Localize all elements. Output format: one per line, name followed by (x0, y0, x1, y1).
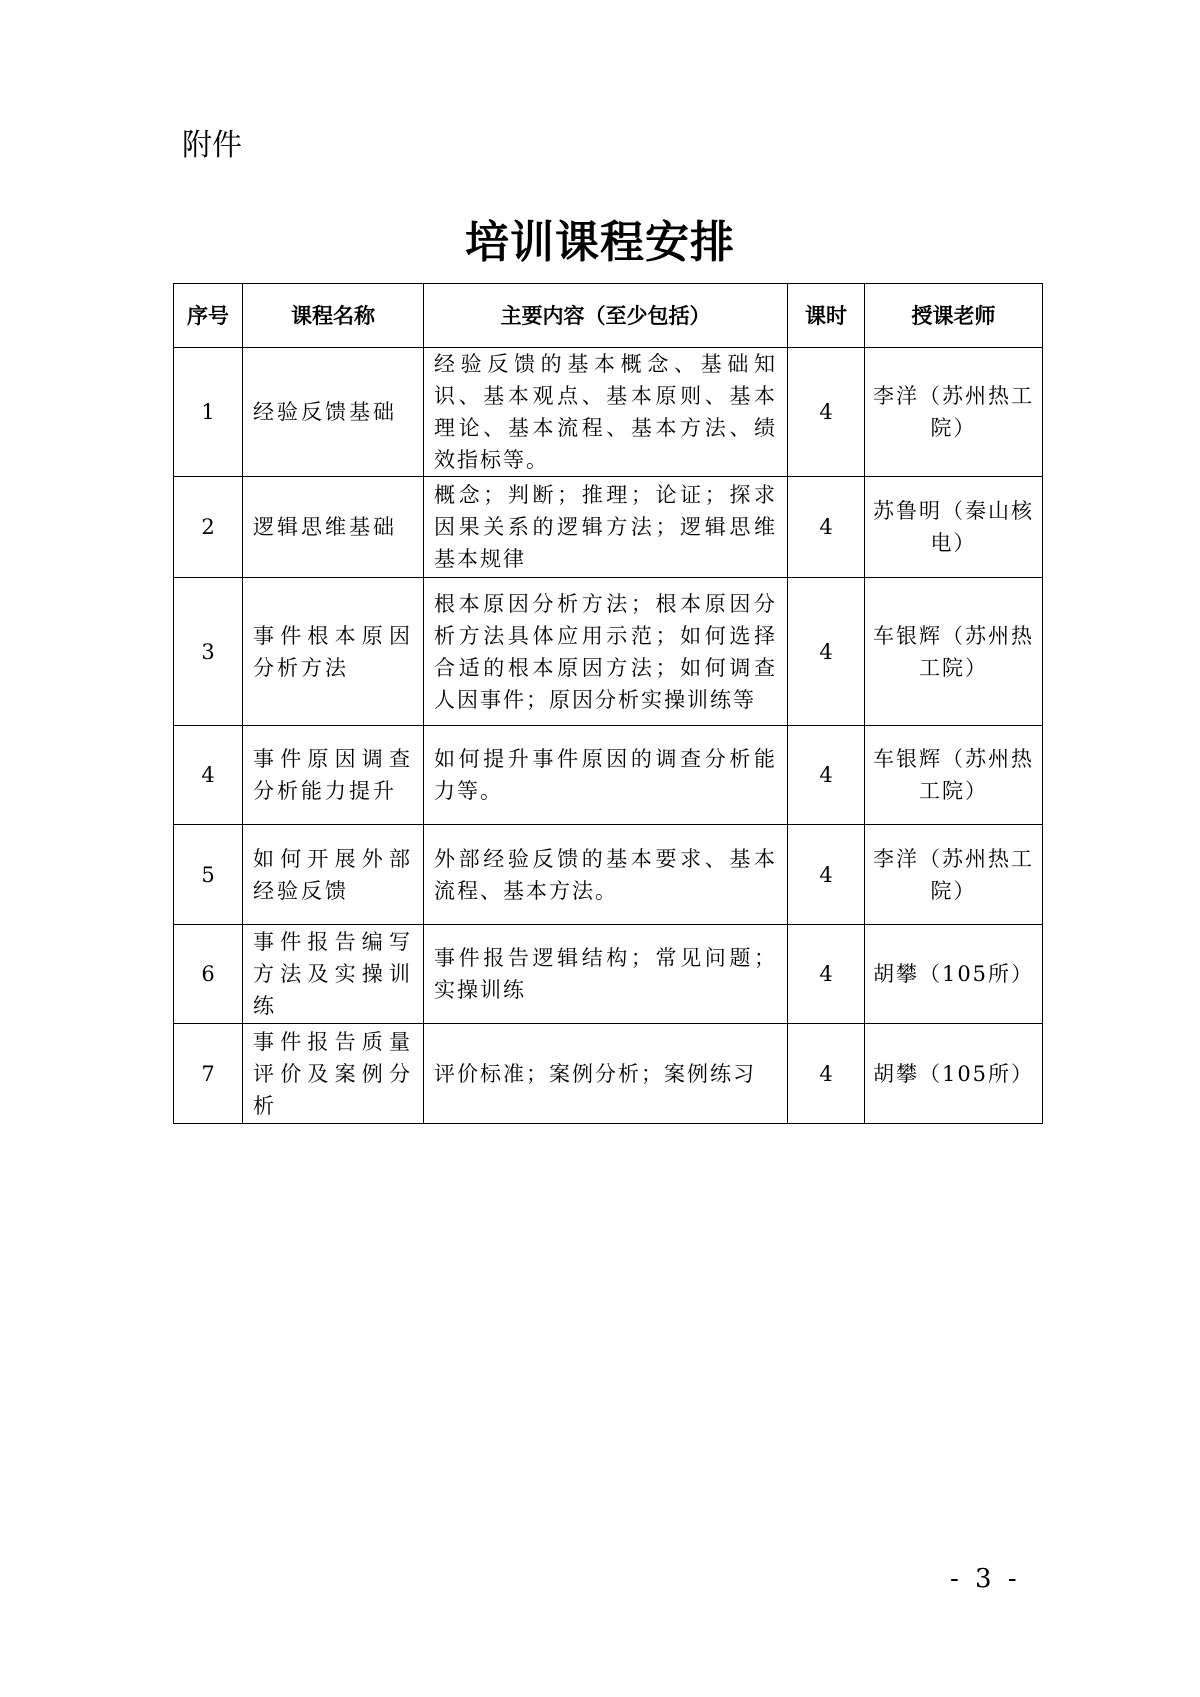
table-row (174, 726, 1043, 825)
cell-no: 4 (174, 726, 243, 825)
table-row (174, 348, 1043, 477)
page-number: - 3 - (950, 1564, 1021, 1594)
cell-course: 事件报告质量评价及案例分析 (243, 1024, 424, 1124)
cell-teacher: 车银辉（苏州热工院） (865, 726, 1043, 825)
cell-no: 2 (174, 477, 243, 578)
cell-teacher: 李洋（苏州热工院） (865, 348, 1043, 477)
table-row (174, 477, 1043, 578)
cell-content: 根本原因分析方法；根本原因分析方法具体应用示范；如何选择合适的根本原因方法；如何调查人因事件；原因分析实操训练等 (424, 578, 788, 726)
cell-content: 外部经验反馈的基本要求、基本流程、基本方法。 (424, 825, 788, 925)
cell-hours: 4 (788, 1024, 865, 1124)
cell-course: 逻辑思维基础 (243, 477, 424, 578)
cell-content: 事件报告逻辑结构；常见问题；实操训练 (424, 925, 788, 1024)
cell-teacher: 胡攀（105所） (865, 925, 1043, 1024)
cell-teacher: 车银辉（苏州热工院） (865, 578, 1043, 726)
cell-no: 6 (174, 925, 243, 1024)
header-content: 主要内容（至少包括） (424, 284, 788, 348)
cell-no: 1 (174, 348, 243, 477)
table-row (174, 578, 1043, 726)
cell-hours: 4 (788, 477, 865, 578)
table-row (174, 925, 1043, 1024)
cell-content: 如何提升事件原因的调查分析能力等。 (424, 726, 788, 825)
cell-course: 经验反馈基础 (243, 348, 424, 477)
table-row (174, 1024, 1043, 1124)
cell-course: 事件原因调查分析能力提升 (243, 726, 424, 825)
document-title: 培训课程安排 (465, 217, 735, 268)
attachment-label: 附件 (182, 128, 242, 163)
header-course: 课程名称 (243, 284, 424, 348)
header-no: 序号 (174, 284, 243, 348)
cell-content: 评价标准；案例分析；案例练习 (424, 1024, 788, 1124)
cell-no: 5 (174, 825, 243, 925)
cell-teacher: 李洋（苏州热工院） (865, 825, 1043, 925)
table-row (174, 825, 1043, 925)
cell-hours: 4 (788, 825, 865, 925)
cell-hours: 4 (788, 925, 865, 1024)
cell-no: 7 (174, 1024, 243, 1124)
cell-teacher: 胡攀（105所） (865, 1024, 1043, 1124)
cell-course: 事件报告编写方法及实操训练 (243, 925, 424, 1024)
cell-course: 事件根本原因分析方法 (243, 578, 424, 726)
cell-content: 经验反馈的基本概念、基础知识、基本观点、基本原则、基本理论、基本流程、基本方法、绩效指标等。 (424, 348, 788, 477)
cell-hours: 4 (788, 726, 865, 825)
header-hours: 课时 (788, 284, 865, 348)
cell-teacher: 苏鲁明（秦山核电） (865, 477, 1043, 578)
cell-no: 3 (174, 578, 243, 726)
cell-content: 概念；判断；推理；论证；探求因果关系的逻辑方法；逻辑思维基本规律 (424, 477, 788, 578)
cell-course: 如何开展外部经验反馈 (243, 825, 424, 925)
header-teacher: 授课老师 (865, 284, 1043, 348)
cell-hours: 4 (788, 578, 865, 726)
course-schedule-table (173, 283, 1043, 1124)
cell-hours: 4 (788, 348, 865, 477)
table-header-row (174, 284, 1043, 348)
